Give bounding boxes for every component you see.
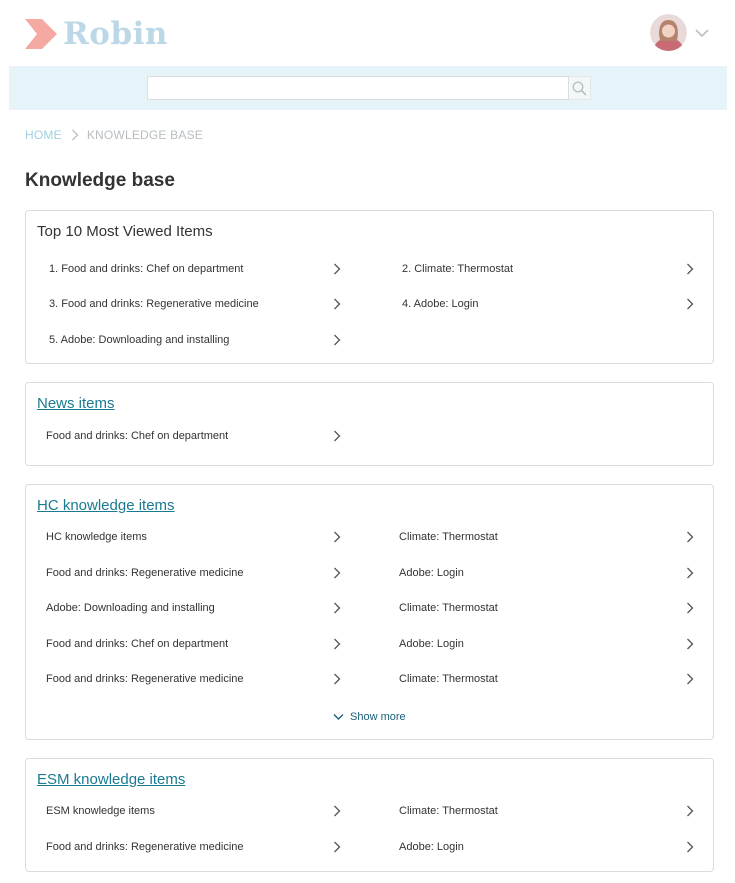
top-bar xyxy=(0,0,735,66)
show-more-label: Show more xyxy=(350,711,406,723)
list-item[interactable] xyxy=(399,597,694,619)
list-item-label: Adobe: Login xyxy=(399,567,464,579)
hc-title-link[interactable]: HC knowledge items xyxy=(37,497,175,514)
breadcrumb-home-link[interactable]: HOME xyxy=(25,128,62,142)
chevron-right-icon xyxy=(333,298,341,310)
user-avatar[interactable] xyxy=(650,14,687,51)
chevron-right-icon xyxy=(686,602,694,614)
chevron-right-icon xyxy=(686,567,694,579)
list-item[interactable] xyxy=(46,526,341,548)
list-item[interactable] xyxy=(399,800,694,822)
list-item[interactable] xyxy=(49,293,341,315)
list-item-label: Adobe: Downloading and installing xyxy=(46,602,215,614)
list-item-label: Adobe: Login xyxy=(399,841,464,853)
list-item-label: Climate: Thermostat xyxy=(399,673,498,685)
esm-title-link[interactable]: ESM knowledge items xyxy=(37,771,186,788)
top10-card xyxy=(25,210,714,364)
chevron-right-icon xyxy=(686,638,694,650)
list-item[interactable] xyxy=(46,633,341,655)
list-item-label: Food and drinks: Regenerative medicine xyxy=(46,673,244,685)
list-item[interactable] xyxy=(399,633,694,655)
chevron-right-icon xyxy=(686,673,694,685)
search-band xyxy=(9,66,727,110)
list-item-label: Adobe: Login xyxy=(399,638,464,650)
list-item-label: 1. Food and drinks: Chef on department xyxy=(49,263,244,275)
breadcrumb xyxy=(25,128,203,142)
list-item-label: ESM knowledge items xyxy=(46,805,155,817)
list-item[interactable] xyxy=(399,668,694,690)
logo[interactable] xyxy=(24,16,168,52)
chevron-right-icon xyxy=(333,263,341,275)
chevron-right-icon xyxy=(333,567,341,579)
list-item-label: Food and drinks: Chef on department xyxy=(46,430,229,442)
news-title-link[interactable]: News items xyxy=(37,395,115,412)
list-item-label: 4. Adobe: Login xyxy=(402,298,479,310)
chevron-right-icon xyxy=(686,263,694,275)
chevron-right-icon xyxy=(333,805,341,817)
chevron-right-icon xyxy=(686,805,694,817)
list-item[interactable] xyxy=(46,597,341,619)
breadcrumb-current: KNOWLEDGE BASE xyxy=(86,128,203,142)
chevron-right-icon xyxy=(686,841,694,853)
list-item-label: HC knowledge items xyxy=(46,531,147,543)
chevron-right-icon xyxy=(333,334,341,346)
chevron-right-icon xyxy=(333,531,341,543)
chevron-down-icon[interactable] xyxy=(695,28,709,38)
list-item[interactable] xyxy=(399,562,694,584)
list-item[interactable] xyxy=(399,836,694,858)
chevron-right-icon xyxy=(333,841,341,853)
search-icon xyxy=(572,81,587,96)
chevron-right-icon xyxy=(333,673,341,685)
list-item[interactable] xyxy=(46,836,341,858)
chevron-down-icon xyxy=(333,713,344,721)
top10-title: Top 10 Most Viewed Items xyxy=(37,223,213,240)
list-item-label: Food and drinks: Regenerative medicine xyxy=(46,841,244,853)
chevron-right-icon xyxy=(686,531,694,543)
chevron-right-icon xyxy=(71,129,79,141)
list-item-label: 2. Climate: Thermostat xyxy=(402,263,514,275)
search-button[interactable] xyxy=(569,76,591,100)
list-item-label: Climate: Thermostat xyxy=(399,531,498,543)
list-item[interactable] xyxy=(46,668,341,690)
show-more-button[interactable] xyxy=(333,711,406,723)
list-item-label: 5. Adobe: Downloading and installing xyxy=(49,334,230,346)
list-item[interactable] xyxy=(402,258,694,280)
esm-card xyxy=(25,758,714,872)
chevron-right-icon xyxy=(333,638,341,650)
chevron-right-icon xyxy=(686,298,694,310)
list-item-label: Food and drinks: Regenerative medicine xyxy=(46,567,244,579)
list-item[interactable] xyxy=(46,800,341,822)
list-item-label: 3. Food and drinks: Regenerative medicine xyxy=(49,298,259,310)
list-item[interactable] xyxy=(49,329,341,351)
list-item[interactable] xyxy=(49,258,341,280)
list-item-label: Food and drinks: Chef on department xyxy=(46,638,229,650)
logo-chevron-icon xyxy=(24,18,58,50)
list-item-label: Climate: Thermostat xyxy=(399,602,498,614)
list-item[interactable] xyxy=(46,562,341,584)
list-item[interactable] xyxy=(402,293,694,315)
page-title: Knowledge base xyxy=(25,170,175,191)
news-card xyxy=(25,382,714,466)
list-item[interactable] xyxy=(46,425,341,447)
chevron-right-icon xyxy=(333,602,341,614)
user-menu[interactable] xyxy=(650,14,709,51)
chevron-right-icon xyxy=(333,430,341,442)
hc-card xyxy=(25,484,714,740)
brand-name: Robin xyxy=(63,16,168,52)
list-item[interactable] xyxy=(399,526,694,548)
list-item-label: Climate: Thermostat xyxy=(399,805,498,817)
search-input[interactable] xyxy=(147,76,569,100)
